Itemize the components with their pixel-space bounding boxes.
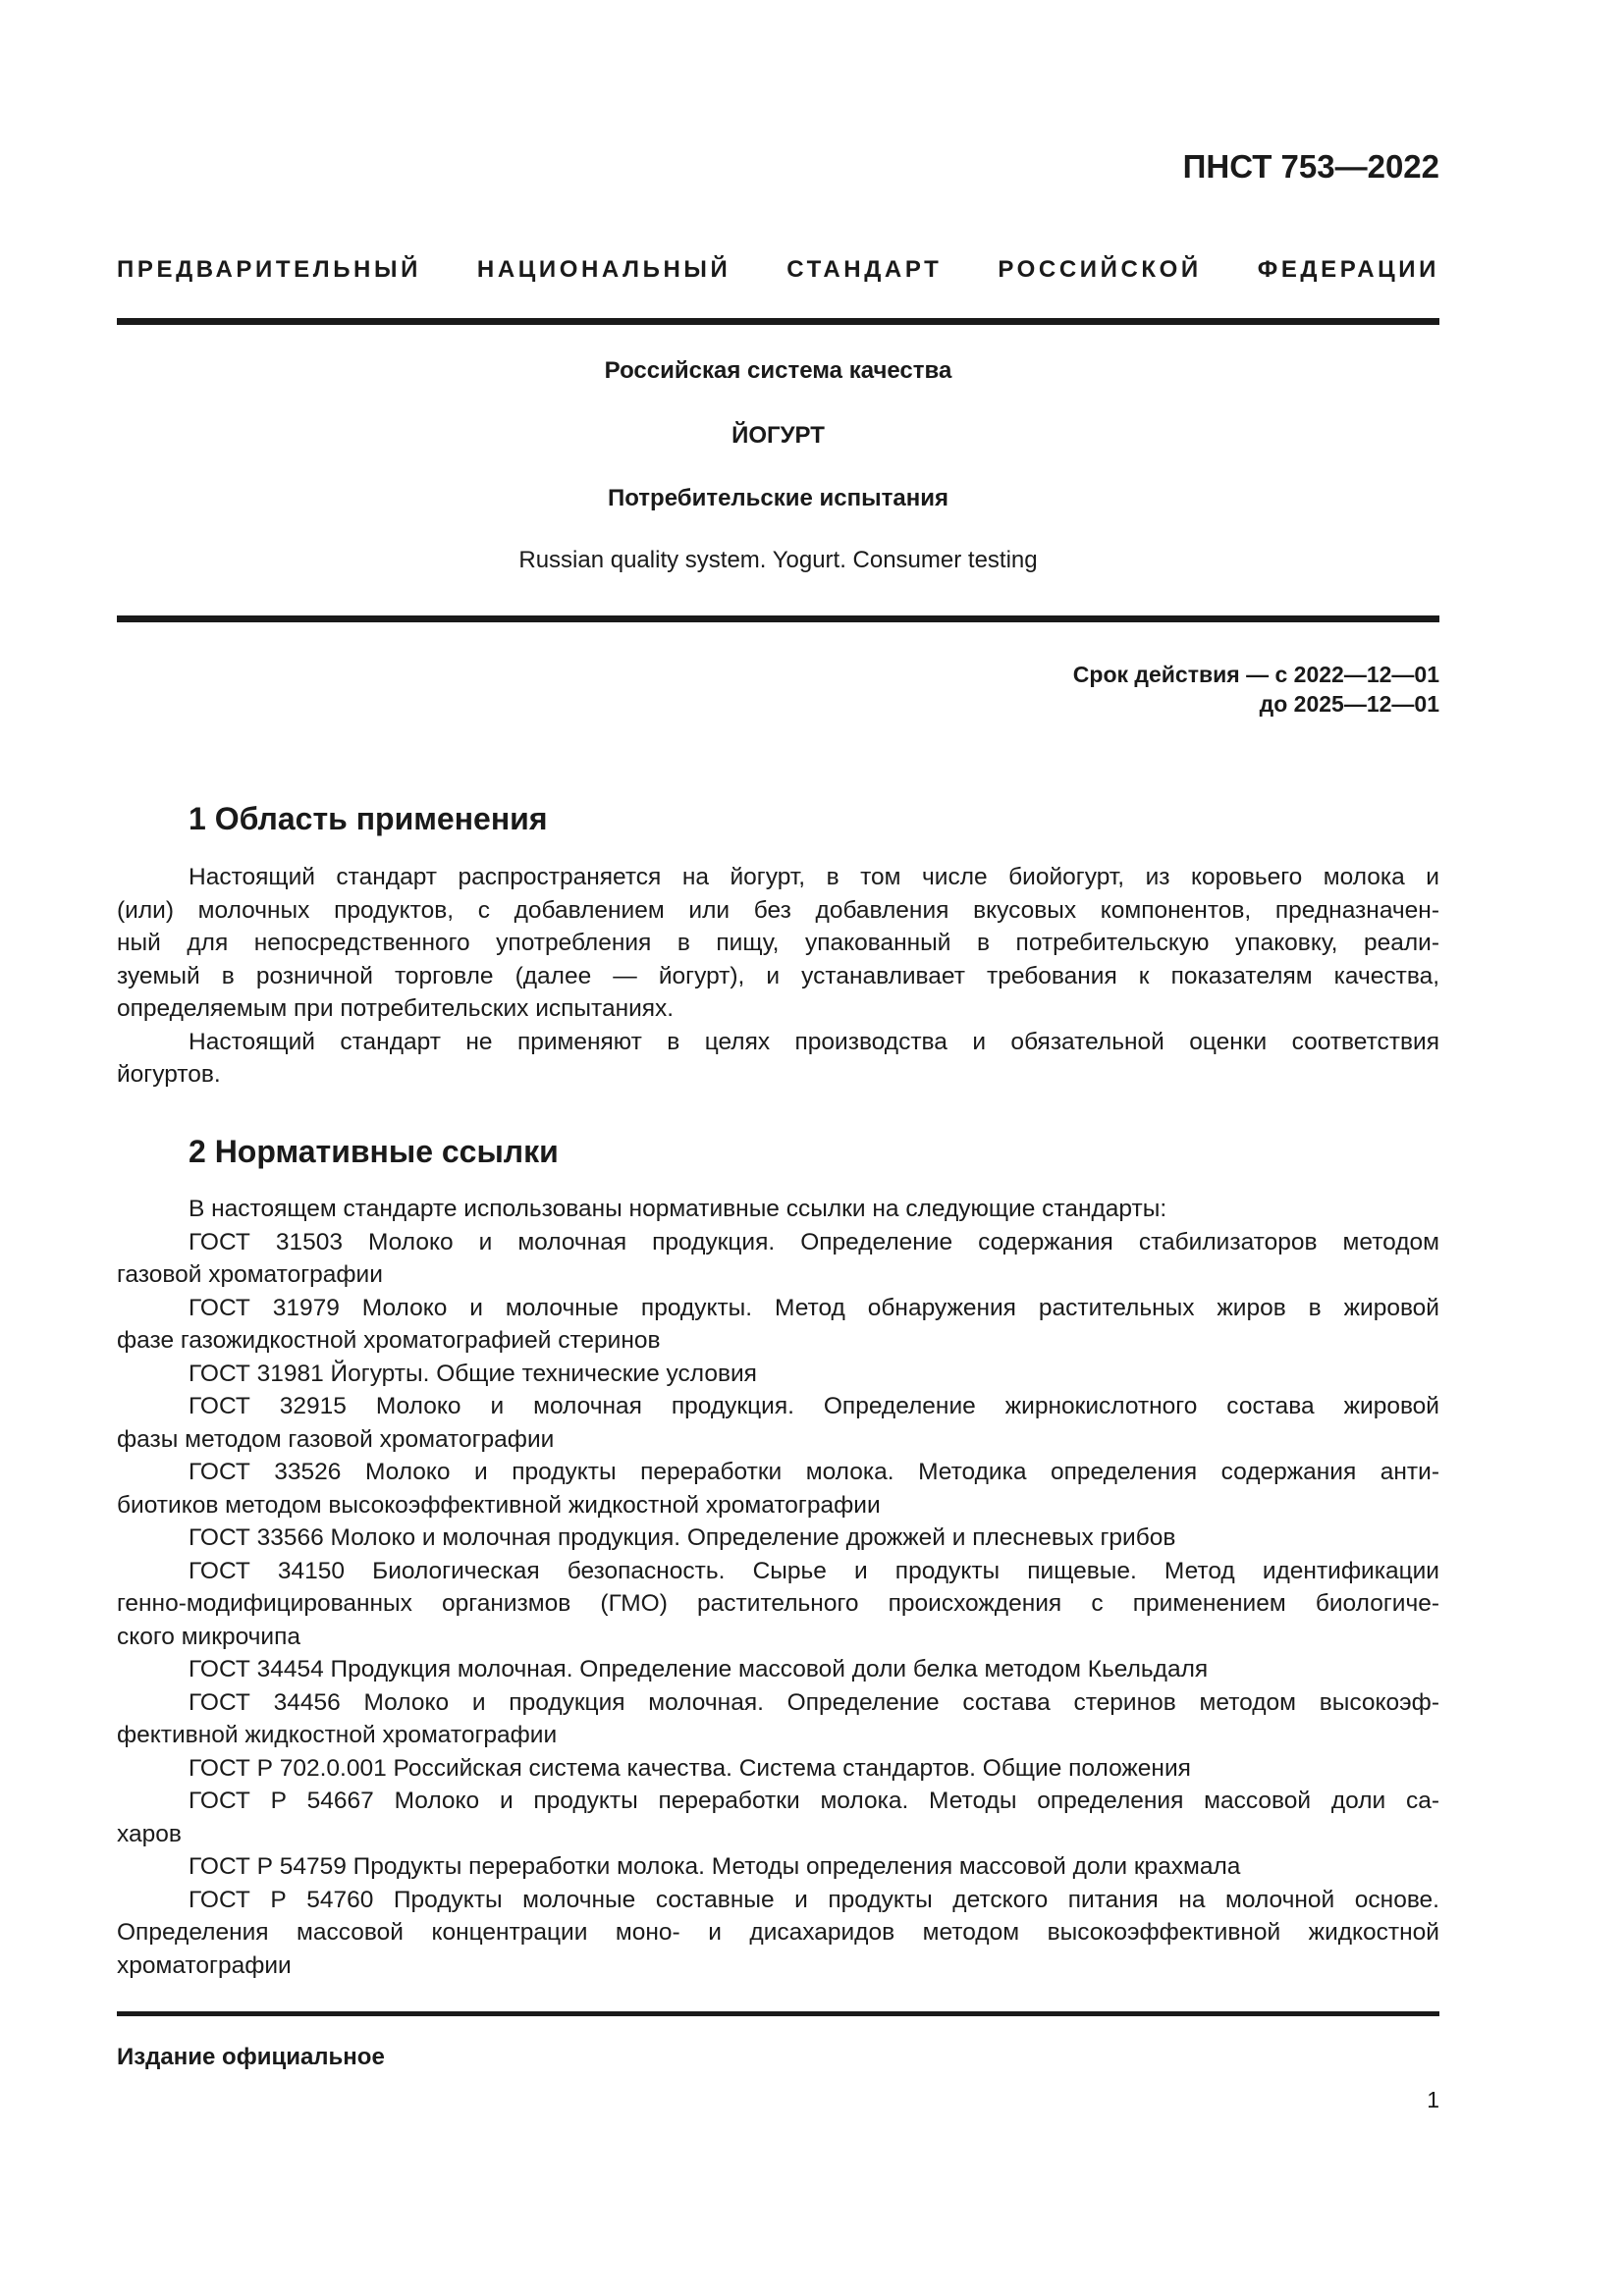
text-line: фазы методом газовой хроматографии xyxy=(117,1425,555,1453)
text-line: фазе газожидкостной хроматографией стеринов xyxy=(117,1327,661,1354)
edition-label: Издание официальное xyxy=(117,2044,385,2070)
section-2-heading: 2 Нормативные ссылки xyxy=(189,1134,559,1169)
text-line: генно-модифицированных организмов (ГМО) растительного происхождения с применением биологиче- xyxy=(117,1590,1439,1617)
title-sub: Потребительские испытания xyxy=(607,485,948,511)
text-line: Определения массовой концентрации моно- и дисахаридов методом высокоэффективной жидкостной xyxy=(117,1919,1439,1946)
text-line: Настоящий стандарт не применяют в целях производства и обязательной оценки соответствия xyxy=(189,1028,1439,1055)
text-line: ГОСТ 31979 Молоко и молочные продукты. Метод обнаружения растительных жиров в жировой xyxy=(189,1294,1439,1321)
title-divider xyxy=(117,615,1439,622)
text-line: газовой хроматографии xyxy=(117,1261,383,1288)
paragraph xyxy=(117,861,1439,1026)
text-line: хроматографии xyxy=(117,1951,292,1979)
reference-item xyxy=(117,1752,1439,1786)
text-line: определяемым при потребительских испытаниях. xyxy=(117,995,675,1022)
text-line: ГОСТ 33526 Молоко и продукты переработки молока. Методика определения содержания анти- xyxy=(189,1459,1439,1485)
text-line: биотиков методом высокоэффективной жидкостной хроматографии xyxy=(117,1491,881,1519)
text-line: ГОСТ Р 702.0.001 Российская система качества. Система стандартов. Общие положения xyxy=(189,1754,1191,1782)
text-line: ГОСТ 34150 Биологическая безопасность. Сырье и продукты пищевые. Метод идентификации xyxy=(189,1557,1439,1584)
section-2-body xyxy=(117,1193,1439,1982)
reference-item xyxy=(117,1850,1439,1884)
reference-item xyxy=(117,1358,1439,1391)
text-line: ГОСТ Р 54667 Молоко и продукты переработки молока. Методы определения массовой доли са- xyxy=(189,1788,1439,1814)
paragraph xyxy=(117,1193,1439,1226)
document-kind: ПРЕДВАРИТЕЛЬНЫЙ НАЦИОНАЛЬНЫЙ СТАНДАРТ РОССИЙСКОЙ ФЕДЕРАЦИИ xyxy=(117,256,1439,283)
text-line: ГОСТ 34454 Продукция молочная. Определение массовой доли белка методом Кьельдаля xyxy=(189,1656,1209,1682)
text-line: Настоящий стандарт распространяется на йогурт, в том числе биойогурт, из коровьего молока и xyxy=(189,864,1439,890)
title-english: Russian quality system. Yogurt. Consumer testing xyxy=(518,547,1038,573)
footer-divider xyxy=(117,2011,1439,2016)
text-line: ГОСТ 34456 Молоко и продукция молочная. Определение состава стеринов методом высокоэф- xyxy=(189,1688,1439,1716)
validity-to: до 2025—12—01 xyxy=(1259,691,1439,717)
top-divider xyxy=(117,318,1439,325)
reference-item xyxy=(117,1292,1439,1358)
reference-item xyxy=(117,1390,1439,1456)
text-line: ГОСТ 31503 Молоко и молочная продукция. Определение содержания стабилизаторов методом xyxy=(189,1228,1439,1255)
title-main: ЙОГУРТ xyxy=(731,422,825,449)
reference-item xyxy=(117,1884,1439,1983)
text-line: харов xyxy=(117,1820,182,1847)
text-line: фективной жидкостной хроматографии xyxy=(117,1722,558,1748)
text-line: ГОСТ 33566 Молоко и молочная продукция. Определение дрожжей и плесневых грибов xyxy=(189,1524,1176,1551)
reference-item xyxy=(117,1785,1439,1850)
text-line: зуемый в розничной торговле (далее — йогурт), и устанавливает требования к показателям качества, xyxy=(117,962,1439,989)
text-line: ского микрочипа xyxy=(117,1623,301,1650)
validity-period xyxy=(1073,660,1439,719)
section-1-body xyxy=(117,861,1439,1092)
page-number: 1 xyxy=(1427,2087,1439,2112)
text-line: В настоящем стандарте использованы нормативные ссылки на следующие стандарты: xyxy=(189,1196,1167,1222)
text-line: ГОСТ Р 54760 Продукты молочные составные и продукты детского питания на молочной основе. xyxy=(189,1886,1439,1913)
document-code: ПНСТ 753—2022 xyxy=(1182,148,1439,185)
section-1-heading: 1 Область применения xyxy=(189,801,548,836)
reference-item xyxy=(117,1456,1439,1522)
validity-from: Срок действия — с 2022—12—01 xyxy=(1072,662,1439,687)
reference-item xyxy=(117,1555,1439,1654)
paragraph xyxy=(117,1026,1439,1092)
reference-item xyxy=(117,1226,1439,1292)
text-line: йогуртов. xyxy=(117,1061,221,1088)
reference-item xyxy=(117,1522,1439,1555)
text-line: ный для непосредственного употребления в пищу, упакованный в потребительскую упаковку, реали- xyxy=(117,930,1439,956)
reference-item xyxy=(117,1686,1439,1752)
text-line: ГОСТ 31981 Йогурты. Общие технические условия xyxy=(189,1360,757,1387)
text-line: ГОСТ 32915 Молоко и молочная продукция. Определение жирнокислотного состава жировой xyxy=(189,1393,1439,1419)
text-line: ГОСТ Р 54759 Продукты переработки молока. Методы определения массовой доли крахмала xyxy=(189,1853,1241,1880)
text-line: (или) молочных продуктов, с добавлением или без добавления вкусовых компонентов, предназначен- xyxy=(117,896,1439,924)
title-series: Российская система качества xyxy=(604,357,952,384)
reference-item xyxy=(117,1653,1439,1686)
